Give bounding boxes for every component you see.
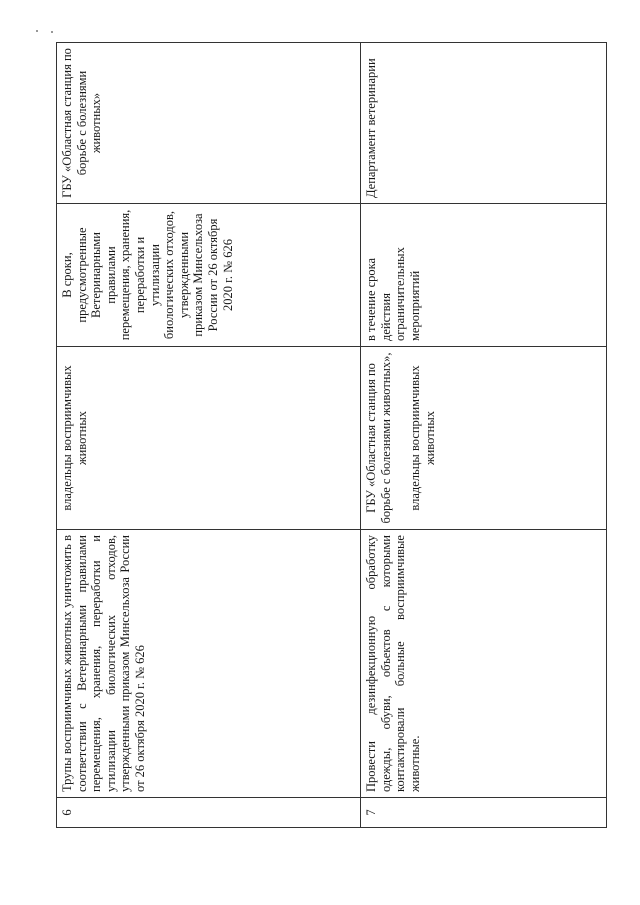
term-cell: в течение срока действия ограничительных мероприятий [361, 204, 607, 347]
responsible-cell: Департамент ветеринарии [361, 43, 607, 204]
measure-cell: Трупы восприимчивых животных уничтожить в соответствии с Ветеринарными правилами перемещения, хранения, переработки и утилизации биологических отходов, утвержденными приказом Минсельхоза России от 26 октября 2020 г. № 626 [57, 530, 361, 798]
measure-cell: Провести дезинфекционную обработку одежды, обуви, объектов с которыми контактировали больные восприимчивые животные. [361, 530, 607, 798]
measures-table [56, 42, 607, 828]
executors-cell [361, 347, 607, 530]
cell-spacer [393, 352, 408, 524]
scan-speck [36, 30, 38, 32]
executors-extra-text: владельцы восприимчивых животных [408, 365, 437, 511]
table-row [57, 43, 361, 828]
executors-text: владельцы восприимчивых животных [60, 365, 89, 511]
executors-text: ГБУ «Областная станция по борьбе с болезнями животных», [364, 352, 393, 524]
rotated-table-container [56, 43, 592, 828]
row-number-cell: 6 [57, 798, 361, 828]
scan-speck [51, 31, 53, 33]
row-number-cell: 7 [361, 798, 607, 828]
term-cell: В сроки, предусмотренные Ветеринарными правилами перемещения, хранения, переработки и утилизации биологических отходов, утвержденными приказом Минсельхоза России от 26 октября 2020 г. № 626 [57, 204, 361, 347]
table-row [361, 43, 607, 828]
responsible-cell: ГБУ «Областная станция по борьбе с болезнями животных» [57, 43, 361, 204]
executors-cell [57, 347, 361, 530]
